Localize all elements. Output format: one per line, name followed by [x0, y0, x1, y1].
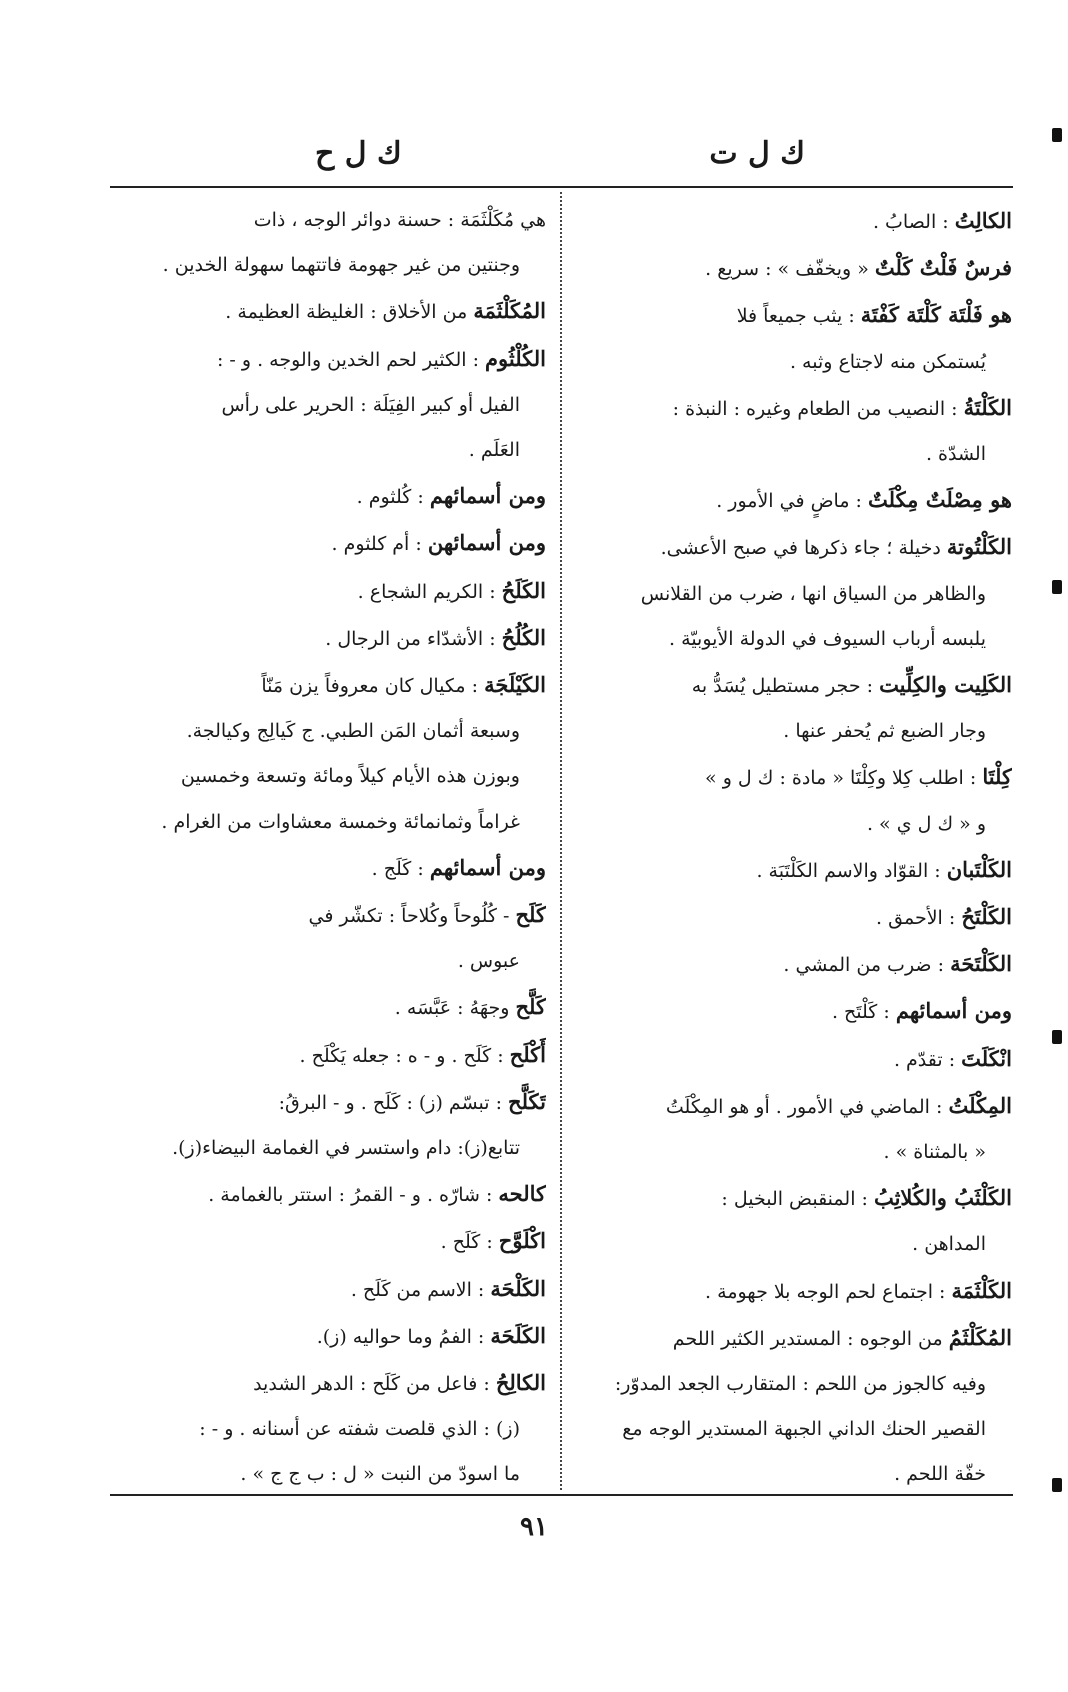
entry-headword: الكُلْثُوم — [485, 345, 546, 371]
entry-definition: « ويخفّف » : سريع . — [705, 258, 869, 281]
header-root-left: ك ل ح — [315, 136, 402, 171]
entry-definition: وبوزن هذه الأيام كيلاً ومائة وتسعة وخمسين — [180, 765, 520, 788]
entry-headword: هو فَلْتَة كَلْتَة كَفْتَة — [860, 302, 1012, 328]
dictionary-entry — [582, 754, 1012, 801]
entry-continuation — [116, 800, 546, 845]
dictionary-entry — [582, 1175, 1012, 1222]
entry-definition: : القوّاد والاسم الكَلْتَبَة . — [756, 859, 941, 882]
dictionary-entry — [582, 988, 1012, 1035]
entry-definition: : الماضي في الأمور . أو هو المِكْلَتُ — [665, 1095, 943, 1118]
page-header — [110, 128, 1010, 188]
entry-headword: الكُلُحُ — [501, 624, 546, 650]
entry-definition: : الفمُ وما حواليه (ز). — [316, 1325, 485, 1348]
dictionary-entry — [582, 245, 1012, 292]
dictionary-entry — [116, 892, 546, 939]
entry-continuation — [116, 754, 546, 799]
entry-continuation — [582, 340, 1012, 385]
dictionary-entry — [116, 1266, 546, 1313]
entry-definition: : النصيب من الطعام وغيره : النبذة : — [672, 397, 958, 420]
entry-definition: من الأخلاق : الغليظة العظيمة . — [225, 301, 468, 324]
dictionary-entry — [582, 292, 1012, 339]
dictionary-entry — [116, 984, 546, 1031]
entry-continuation — [116, 939, 546, 984]
entry-definition: المداهن . — [912, 1233, 986, 1256]
page-number: ٩١ — [520, 1512, 548, 1542]
entry-headword: المِكْلَتُ — [948, 1092, 1012, 1118]
dictionary-entry — [582, 941, 1012, 988]
entry-headword: كَلَّح — [515, 994, 546, 1020]
entry-headword: الكَلْتَحَة — [950, 951, 1012, 977]
entry-definition: يُستمكن منه لاجتاع وثبه . — [789, 350, 986, 373]
entry-definition: « بالمثناة » . — [883, 1141, 986, 1164]
entry-headword: تَكَلَّح — [508, 1088, 546, 1114]
entry-headword: ومن أسمائهم — [895, 998, 1012, 1024]
entry-headword: ومن أسمائهم — [429, 854, 546, 880]
header-root-right: ك ل ت — [709, 136, 805, 171]
entry-definition: : الأشدّاء من الرجال . — [325, 627, 496, 650]
entry-definition: والظاهر من السياق انها ، ضرب من القلانس — [640, 582, 986, 605]
dictionary-entry — [116, 520, 546, 567]
entry-definition: : يثب جميعاً فلا — [736, 305, 855, 328]
right-column — [582, 198, 1012, 1488]
entry-definition: وجنتين من غير جهومة فاتتهما سهولة الخدين . — [162, 254, 520, 277]
dictionary-entry — [116, 662, 546, 709]
entry-continuation — [582, 617, 1012, 662]
dictionary-entry — [116, 568, 546, 615]
dictionary-entry — [116, 1313, 546, 1360]
entry-definition: و « ك ل ي » . — [866, 812, 986, 835]
entry-headword: ومن أسمائهم — [429, 483, 546, 509]
dictionary-entry — [116, 473, 546, 520]
entry-definition: : اطلب كِلا وكِلْتَا « مادة : ك ل و » — [705, 767, 977, 790]
entry-continuation — [582, 1452, 1012, 1488]
entry-definition: وسبعة أثمان المَن الطبي. ج كَيالِج وكيالجة. — [186, 720, 520, 743]
entry-continuation — [582, 572, 1012, 617]
dictionary-entry — [116, 198, 546, 243]
entry-definition: : حجر مستطيل يُسَدُّ به — [691, 675, 874, 698]
entry-definition: : كَلَح . — [440, 1231, 493, 1254]
entry-definition: : اجتماع لحم الوجه بلا جهومة . — [705, 1280, 946, 1303]
entry-continuation — [582, 1222, 1012, 1267]
dictionary-entry — [582, 524, 1012, 571]
dictionary-entry — [582, 1083, 1012, 1130]
entry-headword: فرسٌ فَلْتٌ كَلْتٌ — [874, 255, 1012, 281]
entry-definition: : شارّه . و - القمرُ : استتر بالغمامة . — [208, 1184, 493, 1207]
entry-continuation — [582, 1407, 1012, 1452]
entry-headword: الكَلِيت والكِلِّيت — [879, 672, 1012, 698]
entry-definition: خفّة اللحم . — [894, 1463, 986, 1486]
entry-definition: دخيلة ؛ جاء ذكرها في صبح الأعشى. — [660, 537, 941, 560]
entry-headword: انْكَلَتَ — [961, 1045, 1012, 1071]
dictionary-entry — [582, 1036, 1012, 1083]
entry-definition: الفيل أو كبير الفِيَلَة : الحرير على رأس — [221, 393, 520, 416]
entry-headword: المُكَلْثَمُ — [948, 1324, 1012, 1350]
entry-definition: هي مُكَلْثَمَة : حسنة دوائر الوجه ، ذات — [253, 209, 546, 231]
entry-definition: : تبسّم (ز) : كَلَح . و - البرقُ: — [278, 1091, 502, 1114]
dictionary-entry — [116, 845, 546, 892]
header-rule — [110, 186, 1013, 188]
entry-definition: القصير الحنك الداني الجبهة المستدير الوجه مع — [622, 1418, 986, 1441]
entry-headword: الكَلْتَبان — [946, 856, 1012, 882]
footer-rule — [110, 1494, 1013, 1496]
entry-headword: الكَيْلَجَة — [484, 672, 546, 698]
entry-headword: الكَلْثَبُ والكُلاثِبُ — [873, 1185, 1012, 1211]
entry-definition: : أم كلثوم . — [331, 533, 422, 556]
entry-definition: وفيه كالجوز من اللحم : المتقارب الجعد المدوّر: — [614, 1373, 986, 1396]
entry-headword: الكَلْتَحُ — [961, 904, 1012, 930]
entry-continuation — [116, 383, 546, 428]
entry-headword: هو مِصْلَتٌ مِكْلَتٌ — [868, 487, 1012, 513]
entry-headword: الكَلْتُوتة — [946, 534, 1012, 560]
entry-continuation — [582, 1362, 1012, 1407]
entry-headword: الكَلَحَة — [490, 1322, 546, 1348]
entry-continuation — [116, 1452, 546, 1488]
entry-continuation — [582, 432, 1012, 477]
entry-definition: العَلَم . — [468, 439, 520, 462]
entry-headword: كَلَح — [515, 902, 546, 928]
dictionary-entry — [582, 198, 1012, 245]
dictionary-entry — [582, 1315, 1012, 1362]
entry-definition: : كَلَح . و - ه : جعله يَكْلَح . — [299, 1044, 504, 1067]
dictionary-entry — [116, 288, 546, 335]
entry-definition: : الأحمق . — [876, 907, 956, 930]
entry-definition: : كَلَج . — [371, 857, 424, 880]
entry-continuation — [582, 709, 1012, 754]
dictionary-entry — [116, 336, 546, 383]
entry-continuation — [116, 709, 546, 754]
entry-definition: وجهَهُ : عَبَّسَه . — [394, 997, 510, 1020]
dictionary-entry — [116, 615, 546, 662]
entry-definition: (ز) : الذي قلصت شفته عن أسنانه . و - : — [199, 1418, 520, 1441]
dictionary-entry — [582, 847, 1012, 894]
left-column — [116, 198, 546, 1488]
entry-headword: الكالِحُ — [495, 1370, 546, 1396]
scan-mark — [1052, 1478, 1062, 1492]
entry-definition: - كُلُوحاً وكُلاحاً : تكشّر في — [308, 905, 510, 928]
entry-definition: ما اسودّ من النبت « ل : ب ج ج » . — [240, 1463, 520, 1486]
entry-definition: من الوجوه : المستدير الكثير اللحم — [672, 1327, 943, 1350]
entry-definition: : كُلثوم . — [356, 486, 424, 509]
entry-continuation — [116, 428, 546, 473]
dictionary-entry — [116, 1360, 546, 1407]
entry-continuation — [116, 1126, 546, 1171]
entry-definition: : الصابُ . — [872, 211, 949, 233]
entry-definition: وجار الضبع ثم يُحفر عنها . — [783, 720, 986, 743]
dictionary-entry — [116, 1171, 546, 1218]
entry-headword: اكْلَوَّح — [498, 1228, 546, 1254]
entry-headword: الكَلَحُ — [501, 577, 546, 603]
entry-headword: المُكَلْثَمَة — [473, 298, 546, 324]
entry-headword: كالحه — [498, 1181, 546, 1207]
scan-mark — [1052, 1030, 1062, 1044]
entry-definition: : الكريم الشجاع . — [357, 580, 496, 603]
column-divider — [560, 192, 562, 1490]
entry-definition: تتابع(ز): دام واستسر في الغمامة البيضاء(ز). — [172, 1137, 520, 1160]
entry-definition: غراماً وثمانمائة وخمسة معشاوات من الغرام . — [161, 810, 520, 833]
entry-definition: : فاعل من كَلَح : الدهر الشديد — [253, 1373, 490, 1396]
scan-mark — [1052, 128, 1062, 142]
entry-continuation — [582, 802, 1012, 847]
entry-headword: الكَلْحَة — [490, 1275, 546, 1301]
entry-headword: ومن أسمائهن — [427, 530, 546, 556]
dictionary-entry — [116, 1218, 546, 1265]
dictionary-entry — [582, 477, 1012, 524]
dictionary-entry — [582, 894, 1012, 941]
entry-definition: الشدّة . — [925, 443, 986, 466]
entry-definition: : ماضٍ في الأمور . — [716, 490, 862, 513]
dictionary-entry — [116, 1032, 546, 1079]
entry-continuation — [116, 1407, 546, 1452]
dictionary-entry — [582, 662, 1012, 709]
dictionary-entry — [582, 385, 1012, 432]
entry-continuation — [116, 243, 546, 288]
entry-definition: : الكثير لحم الخدين والوجه . و - : — [216, 348, 479, 371]
entry-headword: الكَلْتَةُ — [963, 394, 1012, 420]
entry-definition: : ضرب من المشي . — [783, 954, 945, 977]
entry-definition: عبوس . — [457, 950, 520, 973]
entry-definition: : كَلْتَح . — [831, 1001, 890, 1024]
entry-headword: كِلْتَا — [982, 764, 1012, 790]
entry-definition: : المنقبض البخيل : — [721, 1188, 868, 1211]
entry-headword: الكَلْثَمَة — [951, 1277, 1012, 1303]
dictionary-entry — [582, 1268, 1012, 1315]
entry-definition: يلبسه أرباب السيوف في الدولة الأيوبيّة . — [669, 627, 986, 650]
entry-definition: : تقدّم . — [893, 1048, 956, 1071]
scan-mark — [1052, 580, 1062, 594]
dictionary-entry — [116, 1079, 546, 1126]
entry-headword: الكالِتُ — [954, 208, 1012, 233]
entry-definition: : مكيال كان معروفاً يزن مَنّاً — [261, 675, 479, 698]
entry-definition: : الاسم من كَلَح . — [350, 1278, 485, 1301]
entry-headword: أَكْلَح — [509, 1041, 546, 1067]
entry-continuation — [582, 1130, 1012, 1175]
